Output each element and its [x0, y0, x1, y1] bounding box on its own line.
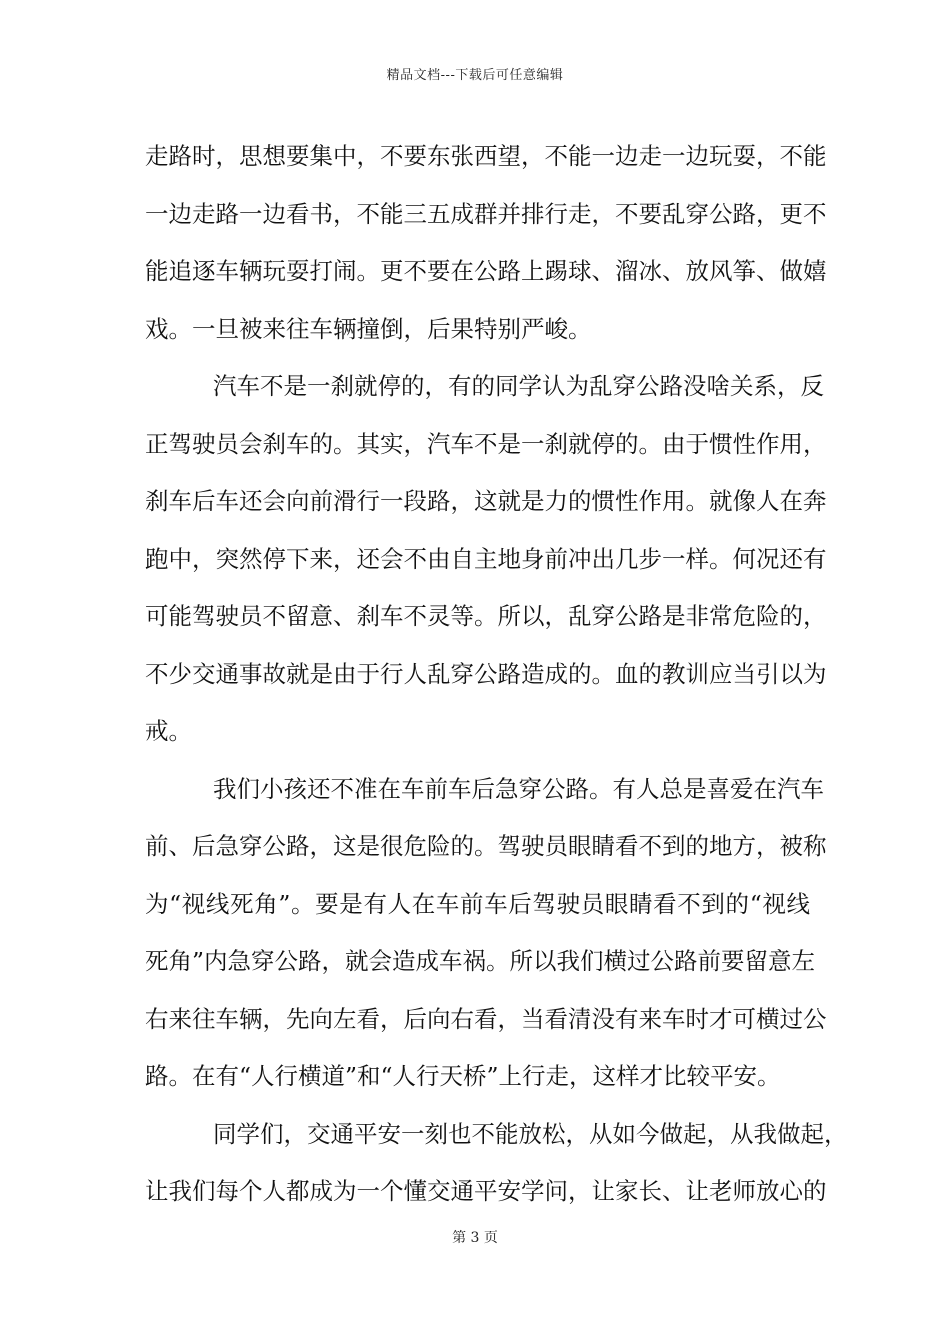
text-line: 刹车后车还会向前滑行一段路，这就是力的惯性作用。就像人在奔: [145, 487, 827, 515]
text-line: 路。在有“人行横道”和“人行天桥”上行走，这样才比较平安。: [145, 1062, 781, 1090]
text-line: 正驾驶员会刹车的。其实，汽车不是一刹就停的。由于惯性作用，: [145, 429, 827, 458]
document-body: [145, 128, 848, 1221]
paragraph: [145, 128, 827, 358]
text-line: 走路时，思想要集中，不要东张西望，不能一边走一边玩耍，不能: [145, 142, 827, 170]
paragraph: [145, 761, 827, 1106]
text-line: 戒。: [145, 717, 192, 745]
text-line: 让我们每个人都成为一个懂交通平安学问，让家长、让老师放心的: [145, 1177, 827, 1205]
text-line: 汽车不是一刹就停的，有的同学认为乱穿公路没啥关系，反: [213, 372, 824, 400]
text-line: 可能驾驶员不留意、刹车不灵等。所以，乱穿公路是非常危险的，: [145, 602, 827, 630]
text-line: 右来往车辆，先向左看，后向右看，当看清没有来车时才可横过公: [145, 1004, 827, 1033]
text-line: 戏。一旦被来往车辆撞倒，后果特别严峻。: [145, 314, 592, 343]
text-line: 同学们，交通平安一刻也不能放松，从如今做起，从我做起，: [213, 1119, 848, 1148]
text-line: 能追逐车辆玩耍打闹。更不要在公路上踢球、溜冰、放风筝、做嬉: [145, 257, 827, 285]
text-line: 死角”内急穿公路，就会造成车祸。所以我们横过公路前要留意左: [145, 947, 816, 975]
paragraph: [145, 1106, 848, 1221]
text-line: 为“视线死角”。要是有人在车前车后驾驶员眼睛看不到的“视线: [145, 889, 810, 918]
page-header: 精品文档---下载后可任意编辑: [386, 68, 564, 83]
text-line: 前、后急穿公路，这是很危险的。驾驶员眼睛看不到的地方，被称: [145, 832, 827, 860]
text-line: 我们小孩还不准在车前车后急穿公路。有人总是喜爱在汽车: [213, 774, 824, 803]
page-number: 第 3 页: [452, 1230, 498, 1246]
paragraph: [145, 358, 827, 761]
text-line: 不少交通事故就是由于行人乱穿公路造成的。血的教训应当引以为: [145, 659, 827, 688]
text-line: 跑中，突然停下来，还会不由自主地身前冲出几步一样。何况还有: [145, 544, 827, 573]
text-line: 一边走路一边看书，不能三五成群并排行走，不要乱穿公路，更不: [145, 199, 827, 228]
